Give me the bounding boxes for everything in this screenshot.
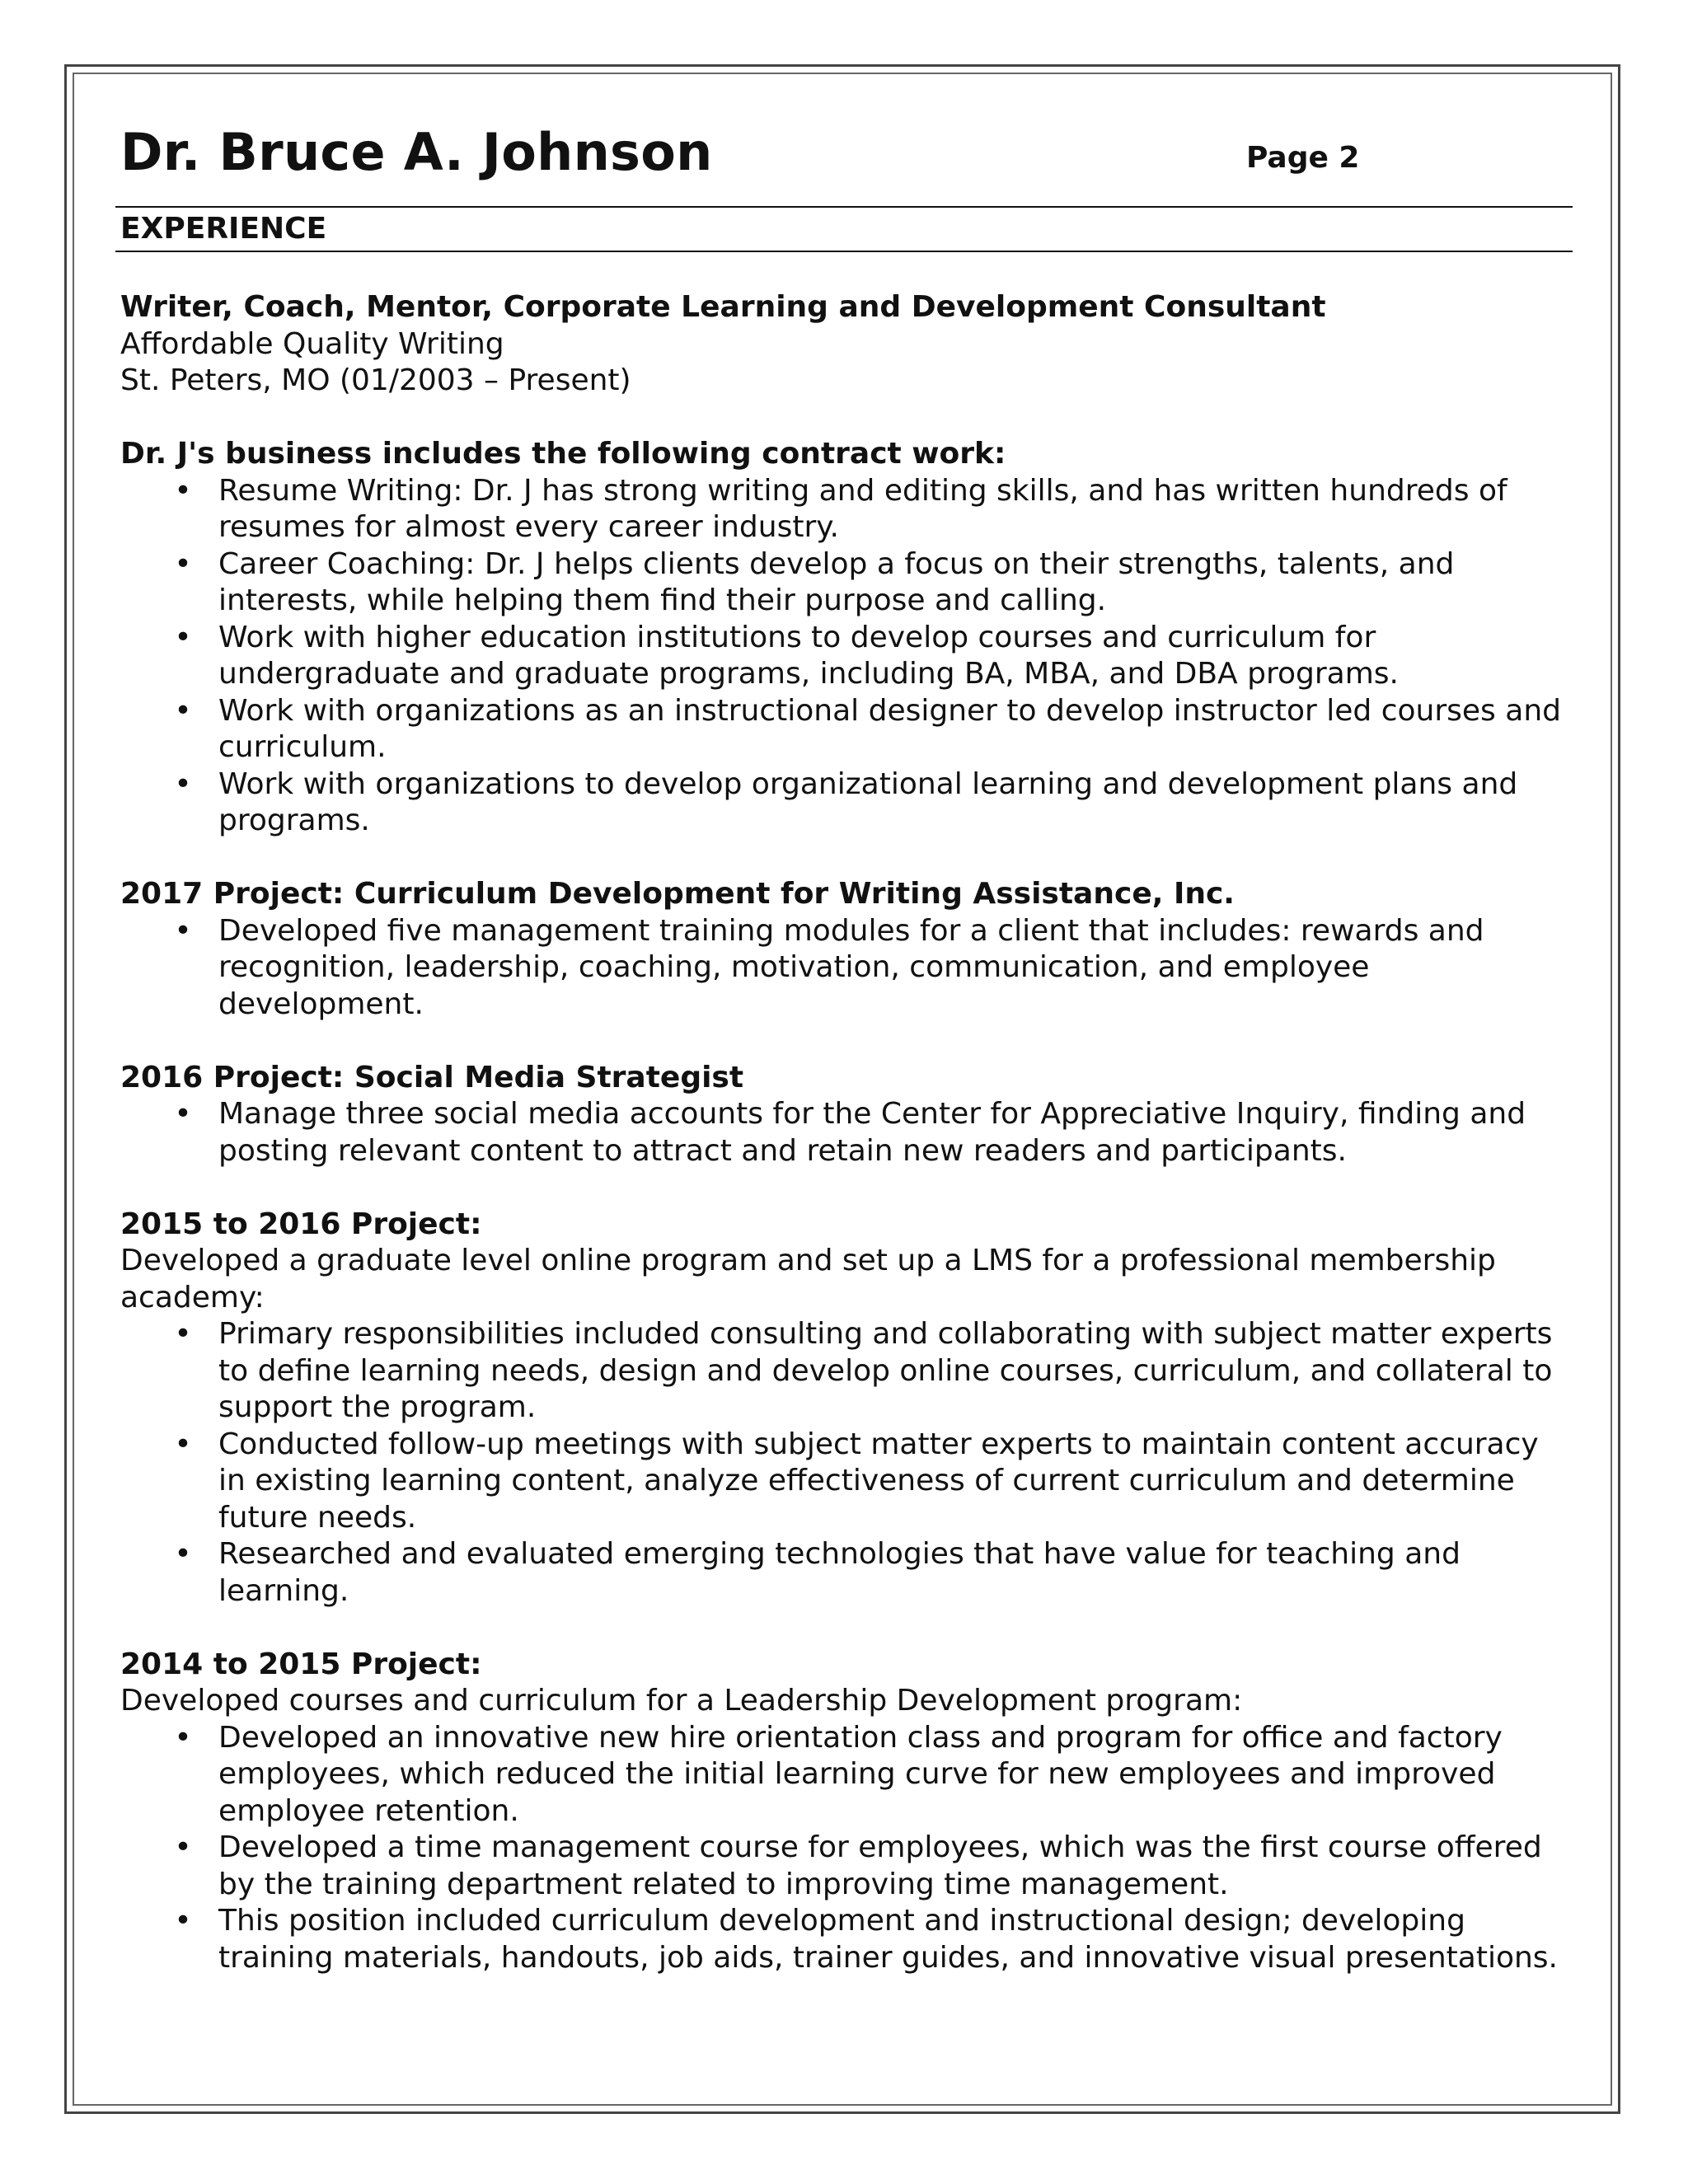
list-item: [120, 1316, 1573, 1427]
project-2017: [120, 876, 1573, 1023]
project-2014-2015: [120, 1647, 1573, 1977]
job-entry: [120, 289, 1573, 400]
project-2014-2015-description: Developed courses and curriculum for a Leadership Development program:: [120, 1684, 1243, 1718]
bullet-icon: •: [174, 1537, 192, 1571]
spacer: [120, 1610, 1573, 1647]
list-item-text: This position included curriculum development and instructional design; developing training materials, handouts, job aids, trainer guides, and innovative visual presentations.: [218, 1904, 1558, 1975]
project-2016: [120, 1060, 1573, 1170]
project-2015-2016-heading: 2015 to 2016 Project:: [120, 1207, 482, 1241]
job-title: Writer, Coach, Mentor, Corporate Learning and Development Consultant: [120, 290, 1326, 324]
list-item: [120, 1720, 1573, 1830]
project-2017-list: [120, 913, 1573, 1024]
bullet-icon: •: [174, 913, 192, 948]
bullet-icon: •: [174, 693, 192, 728]
list-item: [120, 1903, 1573, 1976]
list-item-text: Career Coaching: Dr. J helps clients develop a focus on their strengths, talents, and interests, while helping them find their purpose and calling.: [218, 546, 1455, 617]
bullet-icon: •: [174, 1097, 192, 1131]
list-item-text: Developed a time management course for employees, which was the first course offered by the training department related to improving time management.: [218, 1830, 1542, 1901]
list-item-text: Work with higher education institutions to develop courses and curriculum for undergraduate and graduate programs, including BA, MBA, and DBA programs.: [218, 620, 1399, 691]
bullet-icon: •: [174, 766, 192, 801]
bullet-icon: •: [174, 1317, 192, 1351]
bullet-icon: •: [174, 546, 192, 581]
spacer: [120, 840, 1573, 877]
spacer: [120, 400, 1573, 437]
list-item-text: Conducted follow-up meetings with subject matter experts to maintain content accuracy in existing learning content, analyze effectiveness of current curriculum and determine future needs.: [218, 1427, 1539, 1535]
bullet-icon: •: [174, 1720, 192, 1755]
project-2015-2016-description: Developed a graduate level online program and set up a LMS for a professional membership academy:: [120, 1244, 1496, 1315]
project-2016-list: [120, 1096, 1573, 1169]
bullet-icon: •: [174, 1904, 192, 1938]
project-2017-heading: 2017 Project: Curriculum Development for Writing Assistance, Inc.: [120, 877, 1235, 911]
list-item: [120, 1536, 1573, 1610]
job-company: Affordable Quality Writing: [120, 326, 504, 361]
list-item: [120, 1427, 1573, 1537]
project-2014-2015-list: [120, 1720, 1573, 1977]
contract-work-section: [120, 436, 1573, 840]
list-item-text: Work with organizations as an instructional designer to develop instructor led courses and curriculum.: [218, 693, 1561, 764]
spacer: [120, 252, 1573, 289]
list-item: [120, 913, 1573, 1024]
list-item-text: Resume Writing: Dr. J has strong writing and editing skills, and has written hundreds of resumes for almost every career industry.: [218, 473, 1507, 544]
list-item-text: Primary responsibilities included consulting and collaborating with subject matter experts to define learning needs, design and develop online courses, curriculum, and collateral to support the program.: [218, 1317, 1553, 1424]
page-number: Page 2: [1246, 141, 1360, 175]
resume-header: [120, 115, 1573, 206]
list-item: [120, 766, 1573, 840]
project-2015-2016-list: [120, 1316, 1573, 1610]
list-item: [120, 473, 1573, 546]
section-heading-experience: EXPERIENCE: [120, 212, 327, 246]
list-item: [120, 1830, 1573, 1903]
bullet-icon: •: [174, 473, 192, 508]
list-item-text: Work with organizations to develop organizational learning and development plans and programs.: [218, 766, 1518, 837]
job-location-dates: St. Peters, MO (01/2003 – Present): [120, 363, 631, 397]
project-2016-heading: 2016 Project: Social Media Strategist: [120, 1060, 744, 1094]
list-item-text: Researched and evaluated emerging technologies that have value for teaching and learning.: [218, 1537, 1461, 1608]
contract-work-list: [120, 473, 1573, 840]
resume-page: [120, 115, 1573, 1976]
bullet-icon: •: [174, 620, 192, 654]
bullet-icon: •: [174, 1830, 192, 1864]
list-item-text: Developed five management training modules for a client that includes: rewards and recognition, leadership, coaching, motivation, communication, and employee development.: [218, 913, 1484, 1021]
list-item: [120, 546, 1573, 620]
contract-work-heading: Dr. J's business includes the following contract work:: [120, 437, 1006, 471]
project-2015-2016: [120, 1207, 1573, 1610]
section-rule-top: [115, 206, 1573, 208]
spacer: [120, 1169, 1573, 1207]
list-item: [120, 693, 1573, 766]
section-rule-bottom: [115, 251, 1573, 252]
list-item-text: Developed an innovative new hire orientation class and program for office and factory employees, which reduced the initial learning curve for new employees and improved employee retention.: [218, 1720, 1503, 1828]
list-item: [120, 1096, 1573, 1169]
spacer: [120, 1023, 1573, 1060]
project-2014-2015-heading: 2014 to 2015 Project:: [120, 1647, 482, 1681]
list-item: [120, 620, 1573, 693]
list-item-text: Manage three social media accounts for the Center for Appreciative Inquiry, finding and posting relevant content to attract and retain new readers and participants.: [218, 1097, 1526, 1168]
candidate-name: Dr. Bruce A. Johnson: [120, 122, 713, 182]
bullet-icon: •: [174, 1427, 192, 1461]
